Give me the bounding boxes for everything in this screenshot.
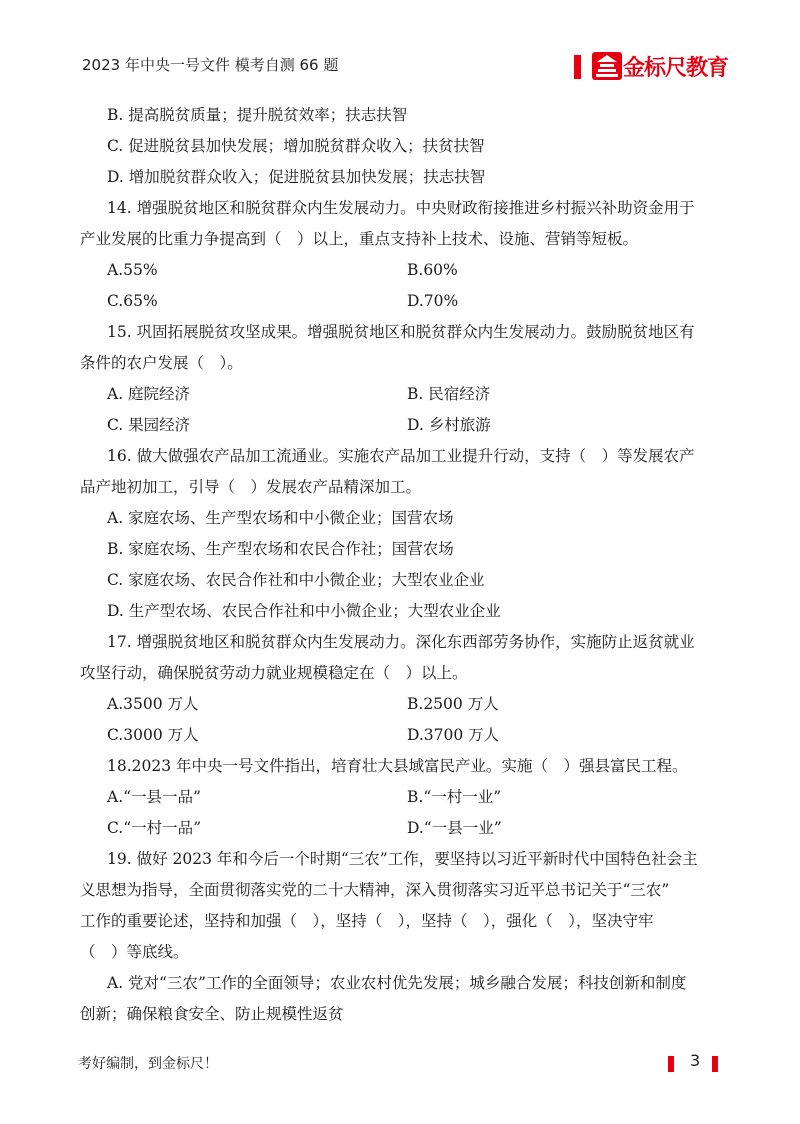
q15-stem-line1: 15. 巩固拓展脱贫攻坚成果。增强脱贫地区和脱贫群众内生发展动力。鼓励脱贫地区有 [107,323,695,341]
q16-option-b: B. 家庭农场、生产型农场和农民合作社；国营农场 [107,540,454,558]
q18-stem-line1: 18.2023 年中央一号文件指出，培育壮大县域富民产业。实施（ ）强县富民工程。 [107,757,688,775]
q18-option-d: D.“一县一业” [407,819,502,837]
q15-options-row2 [80,410,725,441]
q18-options-row2 [80,813,725,844]
q14-option-a: A.55% [107,261,158,279]
q14-stem-line1: 14. 增强脱贫地区和脱贫群众内生发展动力。中央财政衔接推进乡村振兴补助资金用于 [107,199,695,217]
q15-stem-line2: 条件的农户发展（ ）。 [80,354,243,372]
q17-stem-line2: 攻坚行动，确保脱贫劳动力就业规模稳定在（ ）以上。 [80,664,468,682]
q16-stem-line1: 16. 做大做强农产品加工流通业。实施农产品加工业提升行动，支持（ ）等发展农产 [107,447,695,465]
q19-option-a-line1: A. 党对“三农”工作的全面领导；农业农村优先发展；城乡融合发展；科技创新和制度 [107,974,687,992]
q19-stem-line1: 19. 做好 2023 年和今后一个时期“三农”工作，要坚持以习近平新时代中国特色社会主 [107,850,698,868]
pagoda-logo-icon [592,52,622,80]
q14-option-b: B.60% [407,261,458,279]
page-marker-left [668,1056,674,1072]
q15-option-d: D. 乡村旅游 [407,416,491,434]
page-header [0,0,800,96]
q16-option-a: A. 家庭农场、生产型农场和中小微企业；国营农场 [107,509,454,527]
page-marker-right [712,1056,718,1072]
q16-stem-line2: 品产地初加工，引导（ ）发展农产品精深加工。 [80,478,422,496]
question-content [80,100,725,1030]
q14-options-row2 [80,286,725,317]
q14-option-c: C.65% [107,292,158,310]
q17-options-row2 [80,720,725,751]
q18-option-b: B.“一村一业” [407,788,502,806]
q17-option-c: C.3000 万人 [107,726,199,744]
brand-name: 金标尺教育 [623,56,729,81]
q16-option-d: D. 生产型农场、农民合作社和中小微企业；大型农业企业 [107,602,501,620]
q19-stem-line4: （ ）等底线。 [80,943,189,961]
q13-option-b: B. 提高脱贫质量；提升脱贫效率；扶志扶智 [107,106,408,124]
q19-stem-line3: 工作的重要论述，坚持和加强（ ），坚持（ ），坚持（ ），强化（ ），坚决守牢 [80,912,654,930]
q14-stem-line2: 产业发展的比重力争提高到（ ）以上，重点支持补上技术、设施、营销等短板。 [80,230,639,248]
q13-option-c: C. 促进脱贫县加快发展；增加脱贫群众收入；扶贫扶智 [107,137,485,155]
document-title: 2023 年中央一号文件 模考自测 66 题 [82,56,339,74]
brand-accent-bar [574,55,581,79]
page-number: 3 [690,1051,701,1070]
q14-options-row1 [80,255,725,286]
footer-slogan: 考好编制，到金标尺！ [78,1056,218,1072]
q18-options-row1 [80,782,725,813]
q17-option-a: A.3500 万人 [107,695,199,713]
q15-options-row1 [80,379,725,410]
q15-option-b: B. 民宿经济 [407,385,491,403]
q19-option-a-line2: 创新；确保粮食安全、防止规模性返贫 [80,1005,344,1023]
q17-stem-line1: 17. 增强脱贫地区和脱贫群众内生发展动力。深化东西部劳务协作，实施防止返贫就业 [107,633,695,651]
q16-option-c: C. 家庭农场、农民合作社和中小微企业；大型农业企业 [107,571,485,589]
q14-option-d: D.70% [407,292,459,310]
q19-stem-line2: 义思想为指导，全面贯彻落实党的二十大精神，深入贯彻落实习近平总书记关于“三农” [80,881,670,899]
q13-option-d: D. 增加脱贫群众收入；促进脱贫县加快发展；扶志扶智 [107,168,486,186]
q15-option-a: A. 庭院经济 [107,385,191,403]
q17-option-d: D.3700 万人 [407,726,500,744]
q17-option-b: B.2500 万人 [407,695,499,713]
q15-option-c: C. 果园经济 [107,416,191,434]
q17-options-row1 [80,689,725,720]
q18-option-c: C.“一村一品” [107,819,202,837]
q18-option-a: A.“一县一品” [107,788,201,806]
